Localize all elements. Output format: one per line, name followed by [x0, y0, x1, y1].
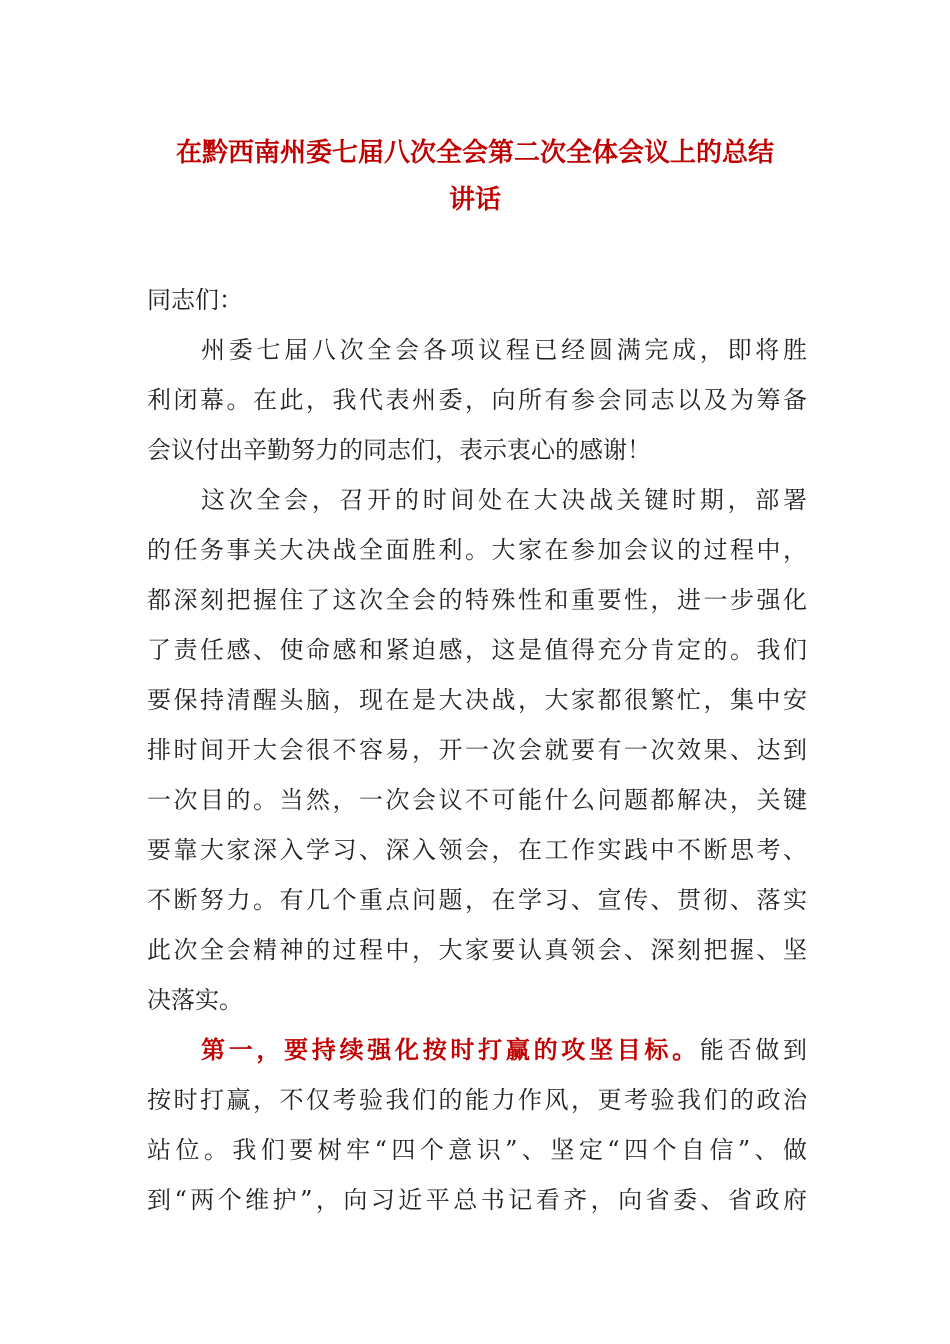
paragraph-2-line-9: 不断努力。有几个重点问题，在学习、宣传、贯彻、落实	[147, 886, 807, 914]
salutation: 同志们：	[147, 286, 243, 314]
paragraph-3-line-3: 站位。我们要树牢“四个意识”、坚定“四个自信”、做	[147, 1136, 807, 1164]
paragraph-1-line-3: 会议付出辛勤努力的同志们，表示衷心的感谢！	[147, 436, 651, 464]
paragraph-2-line-3: 都深刻把握住了这次全会的特殊性和重要性，进一步强化	[147, 586, 807, 614]
paragraph-2-line-6: 排时间开大会很不容易，开一次会就要有一次效果、达到	[147, 736, 807, 764]
paragraph-2-line-4: 了责任感、使命感和紧迫感，这是值得充分肯定的。我们	[147, 636, 807, 664]
section-heading-1: 第一，要持续强化按时打赢的攻坚目标。	[201, 1036, 700, 1064]
paragraph-2-line-7: 一次目的。当然，一次会议不可能什么问题都解决，关键	[147, 786, 807, 814]
paragraph-2-line-2: 的任务事关大决战全面胜利。大家在参加会议的过程中，	[147, 536, 807, 564]
document-title-line-1: 在黔西南州委七届八次全会第二次全体会议上的总结	[175, 138, 774, 168]
paragraph-2-line-5: 要保持清醒头脑，现在是大决战，大家都很繁忙，集中安	[147, 686, 807, 714]
document-title-line-2: 讲话	[448, 185, 501, 215]
paragraph-1-line-2: 利闭幕。在此，我代表州委，向所有参会同志以及为筹备	[147, 386, 807, 414]
paragraph-2-line-8: 要靠大家深入学习、深入领会，在工作实践中不断思考、	[147, 836, 807, 864]
paragraph-3-line-1	[201, 1035, 807, 1065]
paragraph-1-line-1: 州委七届八次全会各项议程已经圆满完成，即将胜	[201, 336, 807, 364]
paragraph-2-line-11: 决落实。	[147, 986, 243, 1014]
paragraph-3-line-2: 按时打赢，不仅考验我们的能力作风，更考验我们的政治	[147, 1086, 807, 1114]
paragraph-2-line-1: 这次全会，召开的时间处在大决战关键时期，部署	[201, 486, 807, 514]
paragraph-3-line-4: 到“两个维护”，向习近平总书记看齐，向省委、省政府	[147, 1186, 807, 1214]
paragraph-2-line-10: 此次全会精神的过程中，大家要认真领会、深刻把握、坚	[147, 936, 807, 964]
paragraph-3-line-1-rest: 能否做到	[699, 1036, 808, 1064]
